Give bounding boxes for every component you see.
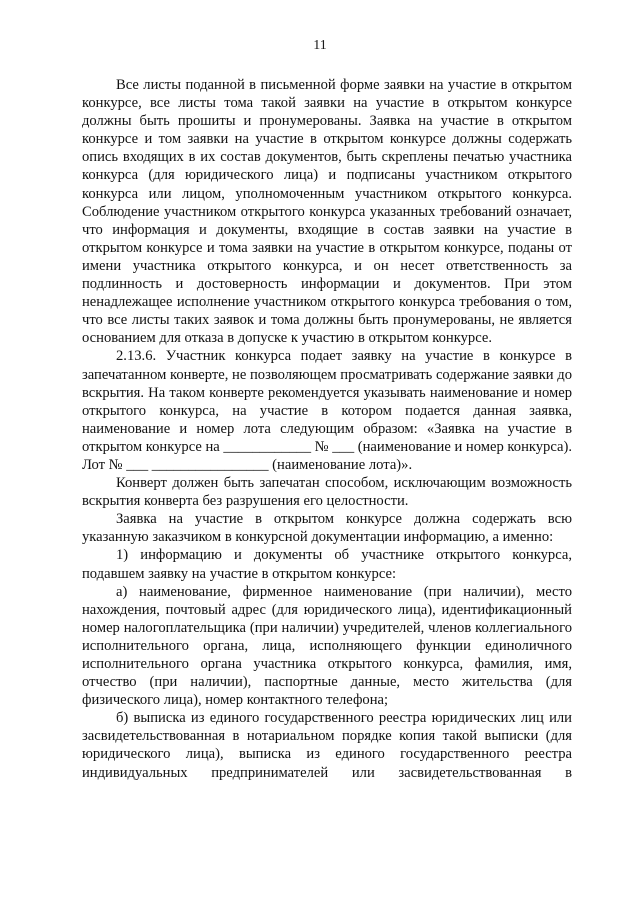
paragraph-envelope-sheets: Все листы поданной в письменной форме заявки на участие в открытом конкурсе, все листы тома такой заявки на участие в открытом конкурсе должны быть прошиты и пронумерованы. Заявка на участие в открытом конкурсе и том заявки на участие в открытом конкурсе должны содержать опись входящих в их состав документов, быть скреплены печатью участника конкурса (для юридического лица) и подписаны участником открытого конкурса или лицом, уполномоченным участником открытого конкурса. Соблюдение участником открытого конкурса указанных требований означает, что информация и документы, входящие в состав заявки на участие в открытом конкурсе и тома заявки на участие в открытом конкурсе, поданы от имени участника открытого конкурса, и он несет ответственность за подлинность и достоверность информации и документов. При этом ненадлежащее исполнение участником открытого конкурса требования о том, что все листы таких заявок и тома должны быть пронумерованы, не является основанием для отказа в допуске к участию в открытом конкурсе. (82, 77, 572, 347)
paragraph-envelope-sealed: Конверт должен быть запечатан способом, исключающим возможность вскрытия конверта без разрушения его целостности. (82, 475, 572, 510)
page-number: 11 (313, 38, 327, 53)
paragraph-item-a: а) наименование, фирменное наименование (при наличии), место нахождения, почтовый адрес (для юридического лица), идентификационный номер налогоплательщика (при наличии) учредителей, членов коллегиального исполнительного органа, лица, исполняющего функции единоличного исполнительного органа участника открытого конкурса, фамилия, имя, отчество (при наличии), паспортные данные, место жительства (для физического лица), номер контактного телефона; (82, 583, 572, 709)
paragraph-item-1: 1) информацию и документы об участнике открытого конкурса, подавшем заявку на участие в открытом конкурсе: (82, 547, 572, 582)
document-body (82, 76, 572, 782)
paragraph-2-13-6: 2.13.6. Участник конкурса подает заявку на участие в конкурсе в запечатанном конверте, не позволяющем просматривать содержание заявки до вскрытия. На таком конверте рекомендуется указывать наименование и номер открытого конкурса, на участие в котором подается данная заявка, наименование и номер лота следующим образом: «Заявка на участие в открытом конкурсе на ____________ № ___ (наименование и номер конкурса). Лот № ___ ________________ (наименование лота)». (82, 348, 572, 473)
paragraph-item-b: б) выписка из единого государственного реестра юридических лиц или засвидетельствованная в нотариальном порядке копия такой выписки (для юридического лица), выписка из единого государственного реестра индивидуальных предпринимателей или засвидетельствованная в (82, 710, 572, 781)
paragraph-application-contents: Заявка на участие в открытом конкурсе должна содержать всю указанную заказчиком в конкурсной документации информацию, а именно: (82, 511, 572, 546)
